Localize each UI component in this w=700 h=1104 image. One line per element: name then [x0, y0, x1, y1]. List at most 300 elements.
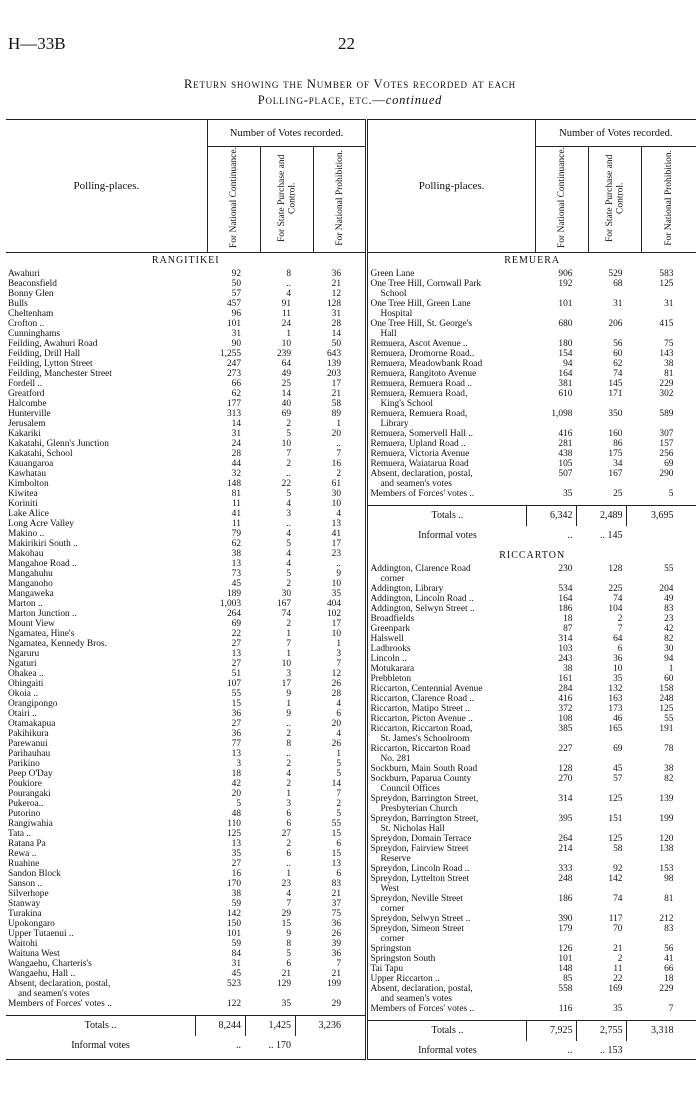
- vote-count-b: 10: [281, 439, 291, 449]
- table-row: [368, 744, 696, 754]
- vote-count-a: 45: [231, 969, 241, 979]
- table-row: [6, 929, 365, 939]
- vote-count-a: 164: [558, 594, 573, 604]
- vote-count-a: 270: [558, 774, 573, 784]
- informal-votes-row: [368, 528, 696, 544]
- vote-count-b: 1: [286, 789, 291, 799]
- polling-place-name: Absent, declaration, postal,: [370, 984, 473, 994]
- vote-count-c: 42: [664, 624, 674, 634]
- polling-place-name: Remuera, Meadowbank Road: [370, 359, 483, 369]
- vote-count-c: 36: [331, 269, 341, 279]
- vote-count-a: 13: [231, 749, 241, 759]
- table-row: [6, 299, 365, 309]
- table-row: [6, 559, 365, 569]
- vote-count-b: 21: [281, 969, 291, 979]
- polling-place-name: Spreydon, Lyttelton Street: [370, 874, 470, 884]
- vote-count-b: 1: [286, 869, 291, 879]
- vote-count-a: 154: [558, 349, 573, 359]
- totals-row: [368, 1020, 696, 1041]
- polling-place-name: Waituna West: [8, 949, 60, 959]
- vote-count-b: [576, 934, 626, 944]
- vote-count-c: ..: [336, 439, 341, 449]
- polling-place-name: Halcombe: [8, 399, 47, 409]
- header-number-recorded-right: Number of Votes recorded.: [535, 120, 696, 147]
- vote-count-b: 7: [286, 899, 291, 909]
- vote-count-b: 68: [613, 279, 623, 289]
- polling-place-name: Prebbleton: [370, 674, 412, 684]
- vote-count-c: 1: [336, 639, 341, 649]
- polling-place-name: Spreydon, Lincoln Road ..: [370, 864, 470, 874]
- informal-empty: [295, 1038, 345, 1054]
- polling-place-name: Makino ..: [8, 529, 45, 539]
- polling-place-name: Ruahine: [8, 859, 40, 869]
- polling-place-name: Members of Forces' votes ..: [370, 1004, 475, 1014]
- polling-place-name: Stanway: [8, 899, 41, 909]
- vote-count-a: 38: [563, 664, 573, 674]
- polling-place-name: Riccarton, Centennial Avenue: [370, 684, 483, 694]
- total-continuance: 7,925: [526, 1021, 576, 1041]
- table-row: [6, 979, 365, 989]
- polling-place-name-continued: and seamen's votes: [380, 994, 452, 1004]
- polling-place-name: Mangaweka: [8, 589, 54, 599]
- vote-count-b: ..: [286, 279, 291, 289]
- vote-count-c: [626, 574, 677, 584]
- table-row: [368, 429, 696, 439]
- polling-place-name: Spreydon, Selwyn Street ..: [370, 914, 471, 924]
- totals-label: Totals ..: [431, 510, 464, 521]
- vote-count-b: 7: [617, 624, 623, 634]
- vote-count-b: ..: [286, 859, 291, 869]
- polling-place-name: Green Lane: [370, 269, 415, 279]
- vote-count-c: 9: [336, 569, 341, 579]
- vote-count-c: 5: [336, 769, 341, 779]
- polling-place-name: Beaconsfield: [8, 279, 57, 289]
- polling-place-name: Sanson ..: [8, 879, 43, 889]
- vote-count-c: [626, 309, 677, 319]
- polling-place-name: Silverhope: [8, 889, 49, 899]
- table-row: [368, 564, 696, 574]
- total-prohibition: 3,318: [626, 1021, 677, 1041]
- vote-count-b: 30: [281, 589, 291, 599]
- vote-count-b: 62: [613, 359, 623, 369]
- vote-count-a: 15: [231, 699, 241, 709]
- polling-place-name: Ratana Pa: [8, 839, 46, 849]
- table-row: [6, 319, 365, 329]
- vote-count-c: 26: [331, 739, 341, 749]
- vote-count-c: 94: [664, 654, 674, 664]
- vote-count-a: 273: [226, 369, 241, 379]
- vote-count-a: 214: [558, 844, 573, 854]
- polling-place-name: Awahuri: [8, 269, 40, 279]
- table-row: [6, 279, 365, 289]
- vote-count-c: [626, 804, 677, 814]
- vote-count-b: ..: [286, 749, 291, 759]
- vote-count-b: 91: [281, 299, 291, 309]
- informal-dots: ..: [567, 530, 573, 541]
- table-row: [6, 609, 365, 619]
- polling-place-name-continued: St. Nicholas Hall: [380, 824, 445, 834]
- total-prohibition: 3,236: [295, 1016, 345, 1036]
- vote-count-a: [526, 309, 576, 319]
- vote-count-b: [576, 419, 626, 429]
- vote-count-b: 5: [286, 429, 291, 439]
- vote-count-a: 385: [558, 724, 573, 734]
- vote-count-b: [576, 289, 626, 299]
- vote-count-a: 227: [558, 744, 573, 754]
- vote-count-c: 66: [664, 964, 674, 974]
- polling-place-name: Fordell ..: [8, 379, 43, 389]
- vote-count-c: 7: [336, 449, 341, 459]
- vote-count-a: 523: [226, 979, 241, 989]
- vote-count-c: 7: [668, 1004, 674, 1014]
- vote-count-c: 15: [331, 849, 341, 859]
- vote-count-b: 60: [613, 349, 623, 359]
- vote-count-b: 8: [286, 739, 291, 749]
- vote-count-a: 381: [558, 379, 573, 389]
- vote-count-b: 2: [286, 729, 291, 739]
- table-row: [368, 469, 696, 479]
- vote-count-a: 101: [226, 929, 241, 939]
- vote-count-a: 1,098: [551, 409, 573, 419]
- table-row: [6, 429, 365, 439]
- table-row: [368, 774, 696, 784]
- vote-count-b: 9: [286, 689, 291, 699]
- vote-count-b: 239: [276, 349, 291, 359]
- table-row: [368, 944, 696, 954]
- vote-count-b: 5: [286, 489, 291, 499]
- page-reference: H—33B: [8, 34, 66, 53]
- table-row: [368, 684, 696, 694]
- table-row: [6, 509, 365, 519]
- vote-count-c: 199: [659, 814, 674, 824]
- total-state: 1,425: [245, 1016, 295, 1036]
- vote-count-c: 3: [336, 649, 341, 659]
- vote-count-c: 55: [664, 714, 674, 724]
- table-row: [6, 529, 365, 539]
- vote-count-c: 1: [336, 749, 341, 759]
- vote-count-a: [526, 419, 576, 429]
- vote-count-c: 14: [331, 329, 341, 339]
- vote-count-c: [626, 734, 677, 744]
- table-row: [6, 349, 365, 359]
- vote-count-a: 94: [563, 359, 573, 369]
- vote-count-b: 7: [286, 639, 291, 649]
- vote-count-a: 101: [226, 319, 241, 329]
- polling-place-name: Addington, Lincoln Road ..: [370, 594, 474, 604]
- table-row: [368, 844, 696, 854]
- vote-count-a: 314: [558, 794, 573, 804]
- polling-place-name: Members of Forces' votes ..: [8, 999, 112, 1009]
- right-blocks: [368, 253, 696, 1059]
- vote-count-c: 35: [331, 589, 341, 599]
- vote-count-b: [576, 854, 626, 864]
- vote-count-b: 5: [286, 949, 291, 959]
- polling-place-name: Ohingaiti: [8, 679, 44, 689]
- vote-count-b: 10: [281, 339, 291, 349]
- polling-place-name-continued: and seamen's votes: [18, 989, 90, 999]
- header-polling-places-right: Polling-places.: [367, 120, 535, 253]
- vote-count-b: 92: [613, 864, 623, 874]
- vote-count-c: 204: [659, 584, 674, 594]
- vote-count-a: [526, 854, 576, 864]
- vote-count-a: [526, 754, 576, 764]
- vote-count-a: 44: [231, 459, 241, 469]
- vote-count-c: 56: [664, 944, 674, 954]
- polling-place-name: Addington, Selwyn Street ..: [370, 604, 475, 614]
- table-row: [6, 779, 365, 789]
- vote-count-b: ..: [286, 519, 291, 529]
- vote-count-b: 70: [613, 924, 623, 934]
- vote-count-c: 55: [331, 819, 341, 829]
- vote-count-a: 59: [231, 939, 241, 949]
- total-continuance: 6,342: [526, 506, 576, 526]
- left-body: [6, 253, 367, 1060]
- table-row: [6, 409, 365, 419]
- vote-count-b: [576, 884, 626, 894]
- vote-count-b: 64: [281, 359, 291, 369]
- vote-count-b: 350: [608, 409, 623, 419]
- vote-count-b: [576, 784, 626, 794]
- vote-count-a: 333: [558, 864, 573, 874]
- table-row: [368, 389, 696, 399]
- table-row: [6, 679, 365, 689]
- polling-place-name-continued: Presbyterian Church: [380, 804, 458, 814]
- table-row: [6, 339, 365, 349]
- table-row: [6, 969, 365, 979]
- vote-count-c: 139: [659, 794, 674, 804]
- vote-count-a: 96: [231, 309, 241, 319]
- vote-count-c: 7: [336, 789, 341, 799]
- vote-count-a: [526, 994, 576, 1004]
- rangitikei-block: [6, 253, 365, 1054]
- table-row: [368, 674, 696, 684]
- vote-count-c: 15: [331, 829, 341, 839]
- table-row: [6, 939, 365, 949]
- vote-count-a: 416: [558, 429, 573, 439]
- vote-count-c: 82: [664, 634, 674, 644]
- polling-place-name: Remuera, Ascot Avenue ..: [370, 339, 468, 349]
- polling-place-name-continued: Hospital: [380, 309, 413, 319]
- vote-count-a: 192: [558, 279, 573, 289]
- right-body: [367, 253, 696, 1060]
- vote-count-a: 36: [231, 709, 241, 719]
- polling-place-name: Absent, declaration, postal,: [8, 979, 111, 989]
- polling-place-name-continued: Reserve: [380, 854, 411, 864]
- vote-count-b: 4: [286, 559, 291, 569]
- polling-place-name: Remuera, Remuera Road ..: [370, 379, 472, 389]
- vote-count-b: 5: [286, 569, 291, 579]
- vote-count-a: 81: [231, 489, 241, 499]
- polling-place-name: Rangiwahia: [8, 819, 53, 829]
- vote-count-b: 1: [286, 329, 291, 339]
- table-row: [368, 644, 696, 654]
- table-row: [6, 619, 365, 629]
- table-row: [6, 789, 365, 799]
- vote-count-c: 21: [331, 389, 341, 399]
- table-row: [6, 999, 365, 1009]
- table-row: [6, 719, 365, 729]
- vote-count-a: 177: [226, 399, 241, 409]
- table-row: [368, 279, 696, 289]
- polling-place-name-continued: corner: [380, 934, 405, 944]
- vote-count-b: 11: [613, 964, 623, 974]
- vote-count-c: 7: [336, 959, 341, 969]
- table-row-continued: [6, 989, 365, 999]
- polling-place-name: Waitohi: [8, 939, 38, 949]
- vote-count-b: 9: [286, 929, 291, 939]
- table-row: [6, 479, 365, 489]
- polling-place-name: One Tree Hill, Cornwall Park: [370, 279, 482, 289]
- table-row: [368, 359, 696, 369]
- table-row: [6, 829, 365, 839]
- header-prohibition-right: For National Prohibition.: [642, 147, 696, 253]
- vote-count-c: 4: [336, 509, 341, 519]
- vote-count-c: 10: [331, 499, 341, 509]
- table-row: [6, 629, 365, 639]
- polling-place-name: Lincoln ..: [370, 654, 407, 664]
- vote-count-c: 13: [331, 859, 341, 869]
- page-number: 22: [338, 34, 355, 53]
- vote-count-c: 158: [659, 684, 674, 694]
- table-row: [368, 489, 696, 499]
- vote-count-c: 212: [659, 914, 674, 924]
- vote-count-b: 173: [608, 704, 623, 714]
- vote-count-a: 116: [558, 1004, 573, 1014]
- vote-count-c: 49: [664, 594, 674, 604]
- vote-count-c: 5: [668, 489, 674, 499]
- vote-count-a: 101: [558, 954, 573, 964]
- table-row: [6, 729, 365, 739]
- vote-count-a: 18: [231, 769, 241, 779]
- table-row: [368, 439, 696, 449]
- vote-count-a: [195, 989, 245, 999]
- totals-label: Totals ..: [431, 1025, 464, 1036]
- table-row: [368, 894, 696, 904]
- vote-count-a: 142: [226, 909, 241, 919]
- vote-count-a: 11: [231, 519, 241, 529]
- vote-count-a: 13: [231, 649, 241, 659]
- vote-count-c: 41: [331, 529, 341, 539]
- table-row: [6, 469, 365, 479]
- polling-place-name: Cheltenham: [8, 309, 54, 319]
- polling-place-name: Kakariki: [8, 429, 41, 439]
- vote-count-a: 18: [563, 614, 573, 624]
- vote-count-b: ..: [286, 719, 291, 729]
- informal-votes-value: .. 145: [599, 530, 623, 541]
- table-row: [6, 759, 365, 769]
- vote-count-c: 404: [326, 599, 341, 609]
- vote-count-c: [626, 824, 677, 834]
- table-row: [368, 794, 696, 804]
- vote-count-c: 60: [664, 674, 674, 684]
- polling-place-name: Kakatahi, Glenn's Junction: [8, 439, 109, 449]
- totals-label: Totals ..: [84, 1020, 117, 1031]
- table-row-continued: [368, 309, 696, 319]
- vote-count-c: 302: [659, 389, 674, 399]
- document-title: Return showing the Number of Votes recorded at each: [184, 77, 516, 91]
- vote-count-c: 81: [664, 894, 674, 904]
- polling-place-name: Kiwitea: [8, 489, 38, 499]
- vote-count-c: 83: [664, 924, 674, 934]
- table-row-continued: [368, 854, 696, 864]
- vote-count-c: 5: [336, 759, 341, 769]
- vote-count-c: 6: [336, 869, 341, 879]
- table-row: [6, 649, 365, 659]
- polling-place-name: Remuera, Upland Road ..: [370, 439, 466, 449]
- vote-count-a: 247: [226, 359, 241, 369]
- vote-count-a: 31: [231, 959, 241, 969]
- vote-count-b: 64: [613, 634, 623, 644]
- polling-place-name-continued: West: [380, 884, 399, 894]
- polling-place-name-continued: corner: [380, 574, 405, 584]
- table-row: [6, 459, 365, 469]
- header-state-left: For State Purchase and Control.: [260, 147, 313, 253]
- vote-count-b: 36: [613, 654, 623, 664]
- vote-count-a: 108: [558, 714, 573, 724]
- polling-place-name: Absent, declaration, postal,: [370, 469, 473, 479]
- table-row: [368, 874, 696, 884]
- polling-place-name: Otamakapua: [8, 719, 56, 729]
- polling-place-name: Addington, Clarence Road: [370, 564, 471, 574]
- polling-place-name-continued: Council Offices: [380, 784, 440, 794]
- vote-count-a: [526, 934, 576, 944]
- vote-count-c: [626, 934, 677, 944]
- section-block-riccarton: [368, 548, 696, 1059]
- vote-count-c: 31: [664, 299, 674, 309]
- polling-place-name: Turakina: [8, 909, 42, 919]
- vote-count-b: [576, 734, 626, 744]
- vote-count-c: 589: [659, 409, 674, 419]
- vote-count-b: 125: [608, 794, 623, 804]
- polling-place-name: Ngaruru: [8, 649, 40, 659]
- polling-place-name: Rewa ..: [8, 849, 37, 859]
- vote-count-c: [626, 479, 677, 489]
- vote-count-b: 165: [608, 724, 623, 734]
- vote-count-c: 20: [331, 719, 341, 729]
- vote-count-a: 69: [231, 619, 241, 629]
- vote-count-b: 151: [608, 814, 623, 824]
- vote-count-c: 30: [331, 489, 341, 499]
- vote-count-b: 104: [608, 604, 623, 614]
- vote-count-a: 161: [558, 674, 573, 684]
- vote-count-c: 26: [331, 679, 341, 689]
- vote-count-c: 583: [659, 269, 674, 279]
- vote-count-c: 6: [336, 839, 341, 849]
- vote-count-c: [626, 904, 677, 914]
- vote-count-a: 62: [231, 539, 241, 549]
- vote-count-a: 14: [231, 419, 241, 429]
- polling-place-name: Pukeroa..: [8, 799, 44, 809]
- vote-count-b: 3: [286, 509, 291, 519]
- vote-count-c: 12: [331, 669, 341, 679]
- vote-count-b: [576, 904, 626, 914]
- vote-count-c: 98: [664, 874, 674, 884]
- table-row: [368, 714, 696, 724]
- vote-count-a: 84: [231, 949, 241, 959]
- vote-count-b: 23: [281, 879, 291, 889]
- vote-count-c: 14: [331, 779, 341, 789]
- vote-count-c: 37: [331, 899, 341, 909]
- vote-count-a: 284: [558, 684, 573, 694]
- table-row: [6, 309, 365, 319]
- polling-place-name: Hunterville: [8, 409, 51, 419]
- polling-place-name: Springston South: [370, 954, 436, 964]
- polling-place-name: Riccarton, Riccarton Road: [370, 744, 471, 754]
- polling-place-name: Addington, Library: [370, 584, 444, 594]
- total-state: 2,489: [576, 506, 626, 526]
- vote-count-c: 28: [331, 689, 341, 699]
- polling-place-name-continued: King's School: [380, 399, 433, 409]
